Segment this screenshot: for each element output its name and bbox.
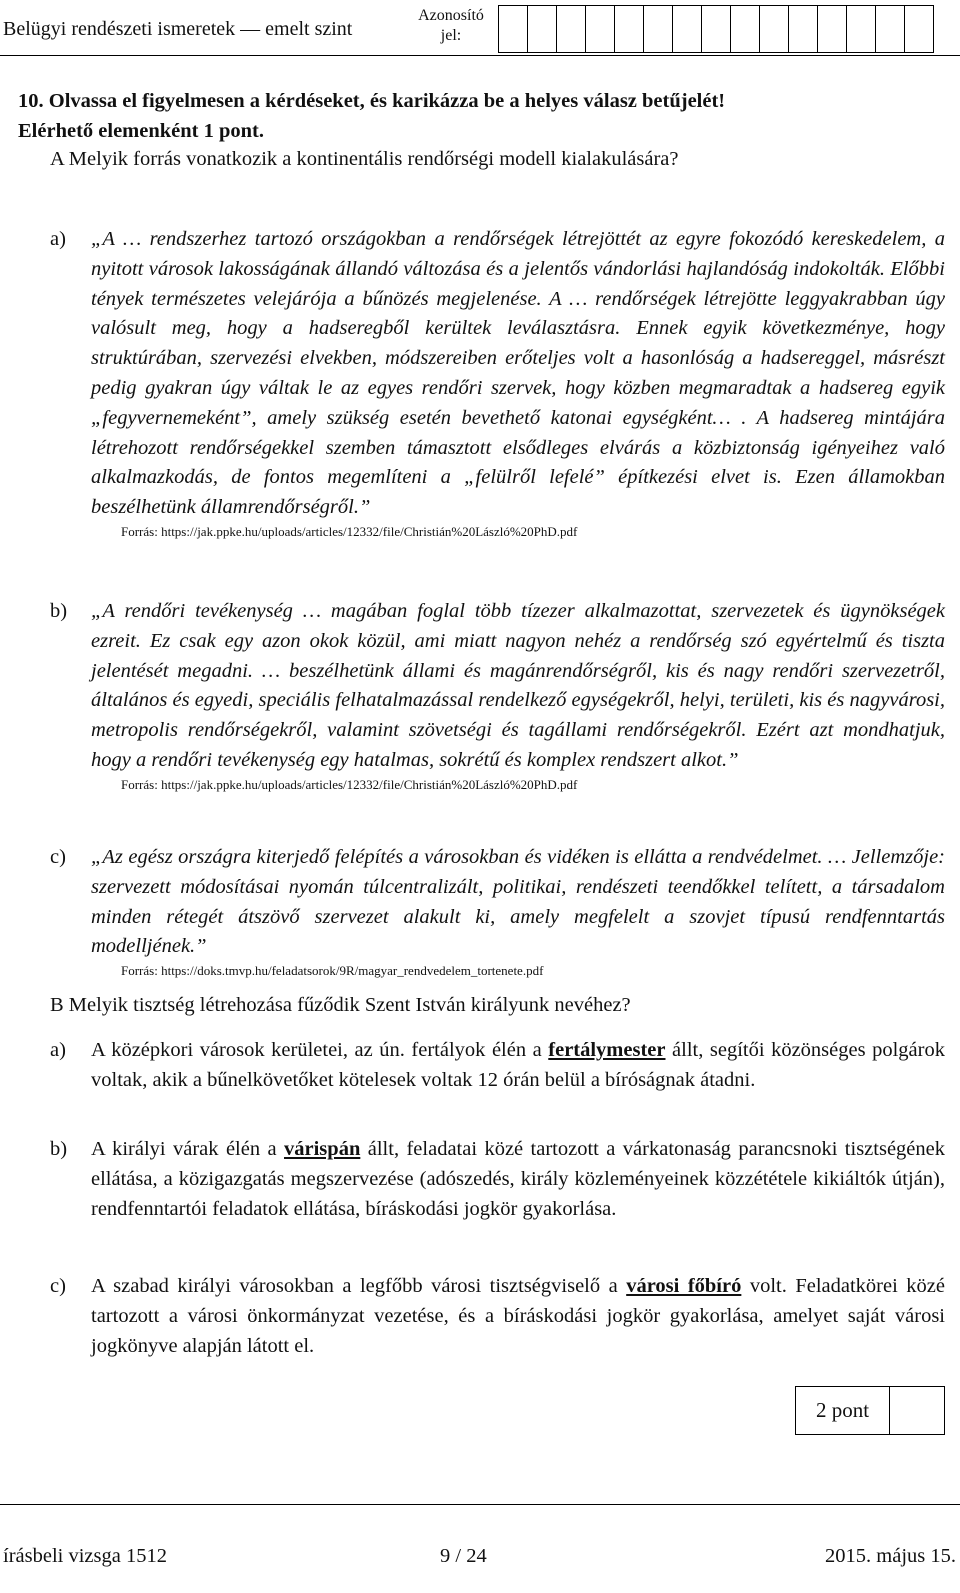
option-text-before: A királyi várak élén a: [91, 1138, 285, 1160]
option-marker: b): [50, 1138, 68, 1160]
page-header: [0, 0, 960, 60]
option-b-a[interactable]: [50, 1036, 945, 1096]
id-digit-box[interactable]: [759, 5, 789, 53]
id-boxes: [498, 5, 933, 53]
option-a-b[interactable]: [50, 597, 945, 794]
id-digit-box[interactable]: [643, 5, 673, 53]
option-text-after: állt, feladatai közé tartozott a várkatonaság parancsnoki tisztségének ellátása, a közigazgatás megszervezése (adószedés, király közleményeinek közzététele kikiáltók útján), rendfenntartói feladatok ellátása, bíráskodási jogkör gyakorlása.: [91, 1138, 945, 1220]
option-marker: a): [50, 228, 66, 250]
id-digit-box[interactable]: [730, 5, 760, 53]
points-box: [795, 1386, 945, 1435]
question-title: [18, 86, 948, 146]
option-marker: c): [50, 1275, 66, 1297]
points-note: Elérhető elemenként 1 pont.: [18, 120, 264, 142]
option-marker: b): [50, 600, 68, 622]
id-digit-box[interactable]: [614, 5, 644, 53]
id-digit-box[interactable]: [527, 5, 557, 53]
id-digit-box[interactable]: [498, 5, 528, 53]
footer-exam-code: írásbeli vizsga 1512: [3, 1545, 167, 1567]
footer-page-number: 9 / 24: [440, 1545, 487, 1567]
id-digit-box[interactable]: [556, 5, 586, 53]
keyword-fertalymester: fertálymester: [548, 1039, 666, 1061]
id-label: Azonosító jel:: [418, 7, 484, 44]
option-text-after: állt, segítői közönséges polgárok voltak, akik a bűnelkövetőket kötelesek voltak 12 órán belül a bíróságnak átadni.: [91, 1039, 945, 1091]
source-citation: Forrás: https://doks.tmvp.hu/feladatsorok/9R/magyar_rendvedelem_tortenete.pdf: [121, 963, 544, 979]
option-text-before: A középkori városok kerületei, az ún. fertályok élén a: [91, 1039, 549, 1061]
id-digit-box[interactable]: [875, 5, 905, 53]
keyword-varosi-fobiro: városi főbíró: [626, 1275, 742, 1297]
id-digit-box[interactable]: [788, 5, 818, 53]
id-digit-box[interactable]: [701, 5, 731, 53]
option-text-after: volt. Feladatkörei közé tartozott a városi önkormányzat vezetése, és a bíráskodási jogkör gyakorlása, amelyet saját városi jogkönyve alapján látott el.: [91, 1275, 945, 1357]
option-a-a[interactable]: [50, 225, 945, 541]
option-marker: c): [50, 846, 66, 868]
id-digit-box[interactable]: [846, 5, 876, 53]
footer-date: 2015. május 15.: [825, 1545, 956, 1567]
points-label: 2 pont: [796, 1387, 890, 1434]
header-rule: [0, 55, 960, 56]
option-text: „A rendőri tevékenység … magában foglal több tízezer alkalmazottat, szervezetek és ügynökségek ezreit. Ez csak egy azon okok közül, ami miatt nagyon nehéz a rendőrség szó egyértelmű és tiszta jelentését megadni. … beszélhetünk állami és magánrendőrségről, kis és nagy rendőri szervezetről, általános és egyedi, speciális felhatalmazással rendelkező egységekről, helyi, területi, kis és nagyvárosi, metropolis rendőrségekről, valamint szövetségi és tagállami rendőrségekről. Ezért azt mondhatjuk, hogy a rendőri tevékenység egy hatalmas, sokrétű és komplex rendszert alkot.”: [91, 600, 945, 771]
question-instruction: 10. Olvassa el figyelmesen a kérdéseket, és karikázza be a helyes válasz betűjelét!: [18, 90, 726, 112]
id-digit-box[interactable]: [817, 5, 847, 53]
keyword-varispan: várispán: [284, 1138, 361, 1160]
exam-title: Belügyi rendészeti ismeretek — emelt szint: [3, 18, 353, 40]
source-citation: Forrás: https://jak.ppke.hu/uploads/articles/12332/file/Christián%20László%20PhD.pdf: [121, 523, 578, 539]
id-digit-box[interactable]: [585, 5, 615, 53]
option-text: „A … rendszerhez tartozó országokban a rendőrségek létrejöttét az egyre fokozódó kereskedelem, a nyitott városok lakosságának állandó változása és a jelentős vándorlási hajlandóság indokolták. Előbbi tények természetes velejárója a bűnözés megjelenése. A … rendőrségek létrejötte leggyakrabban úgy valósult meg, hogy a hadseregből kerültek leválasztásra. Ennek egyik következménye, hogy struktúrában, szervezési elvekben, módszereiben erőteljes volt a hasonlóság a hadsereggel, másrészt pedig gyakran úgy váltak le az egyes rendőri szervek, hogy közben megmaradtak a hadsereg egyik „fegyvernemeként”, amely szükség esetén bevethető katonai egységként… . A hadsereg mintájára létrehozott rendőrségekkel szemben támasztott elsődleges elvárás a közbiztonság igényeihez való alkalmazkodás, de fontos megemlíteni a „felülről lefelé” építkezési elvet is. Ezen államokban beszélhetünk államrendőrségről.”: [91, 228, 945, 519]
section-a-label: A Melyik forrás vonatkozik a kontinentális rendőrségi modell kialakulására?: [50, 148, 679, 170]
section-b-label: B Melyik tisztség létrehozása fűződik Szent István királyunk nevéhez?: [50, 994, 631, 1016]
source-citation: Forrás: https://jak.ppke.hu/uploads/articles/12332/file/Christián%20László%20PhD.pdf: [121, 776, 578, 792]
id-digit-box[interactable]: [672, 5, 702, 53]
footer-rule: [0, 1504, 960, 1505]
option-text-before: A szabad királyi városokban a legfőbb városi tisztségviselő a: [91, 1275, 627, 1297]
option-a-c[interactable]: [50, 843, 945, 980]
option-b-c[interactable]: [50, 1272, 945, 1361]
option-b-b[interactable]: [50, 1135, 945, 1224]
id-digit-box[interactable]: [904, 5, 934, 53]
option-marker: a): [50, 1039, 66, 1061]
option-text: „Az egész országra kiterjedő felépítés a városokban és vidéken is ellátta a rendvédelmet. … Jellemzője: szervezett módosításai nyomán túlcentralizált, politikai, rendészeti teendőkkel telített, a társadalom minden rétegét átszövő szervezet alakult ki, amely megfelelt a szovjet típusú rendfenntartás modelljének.”: [91, 846, 945, 958]
